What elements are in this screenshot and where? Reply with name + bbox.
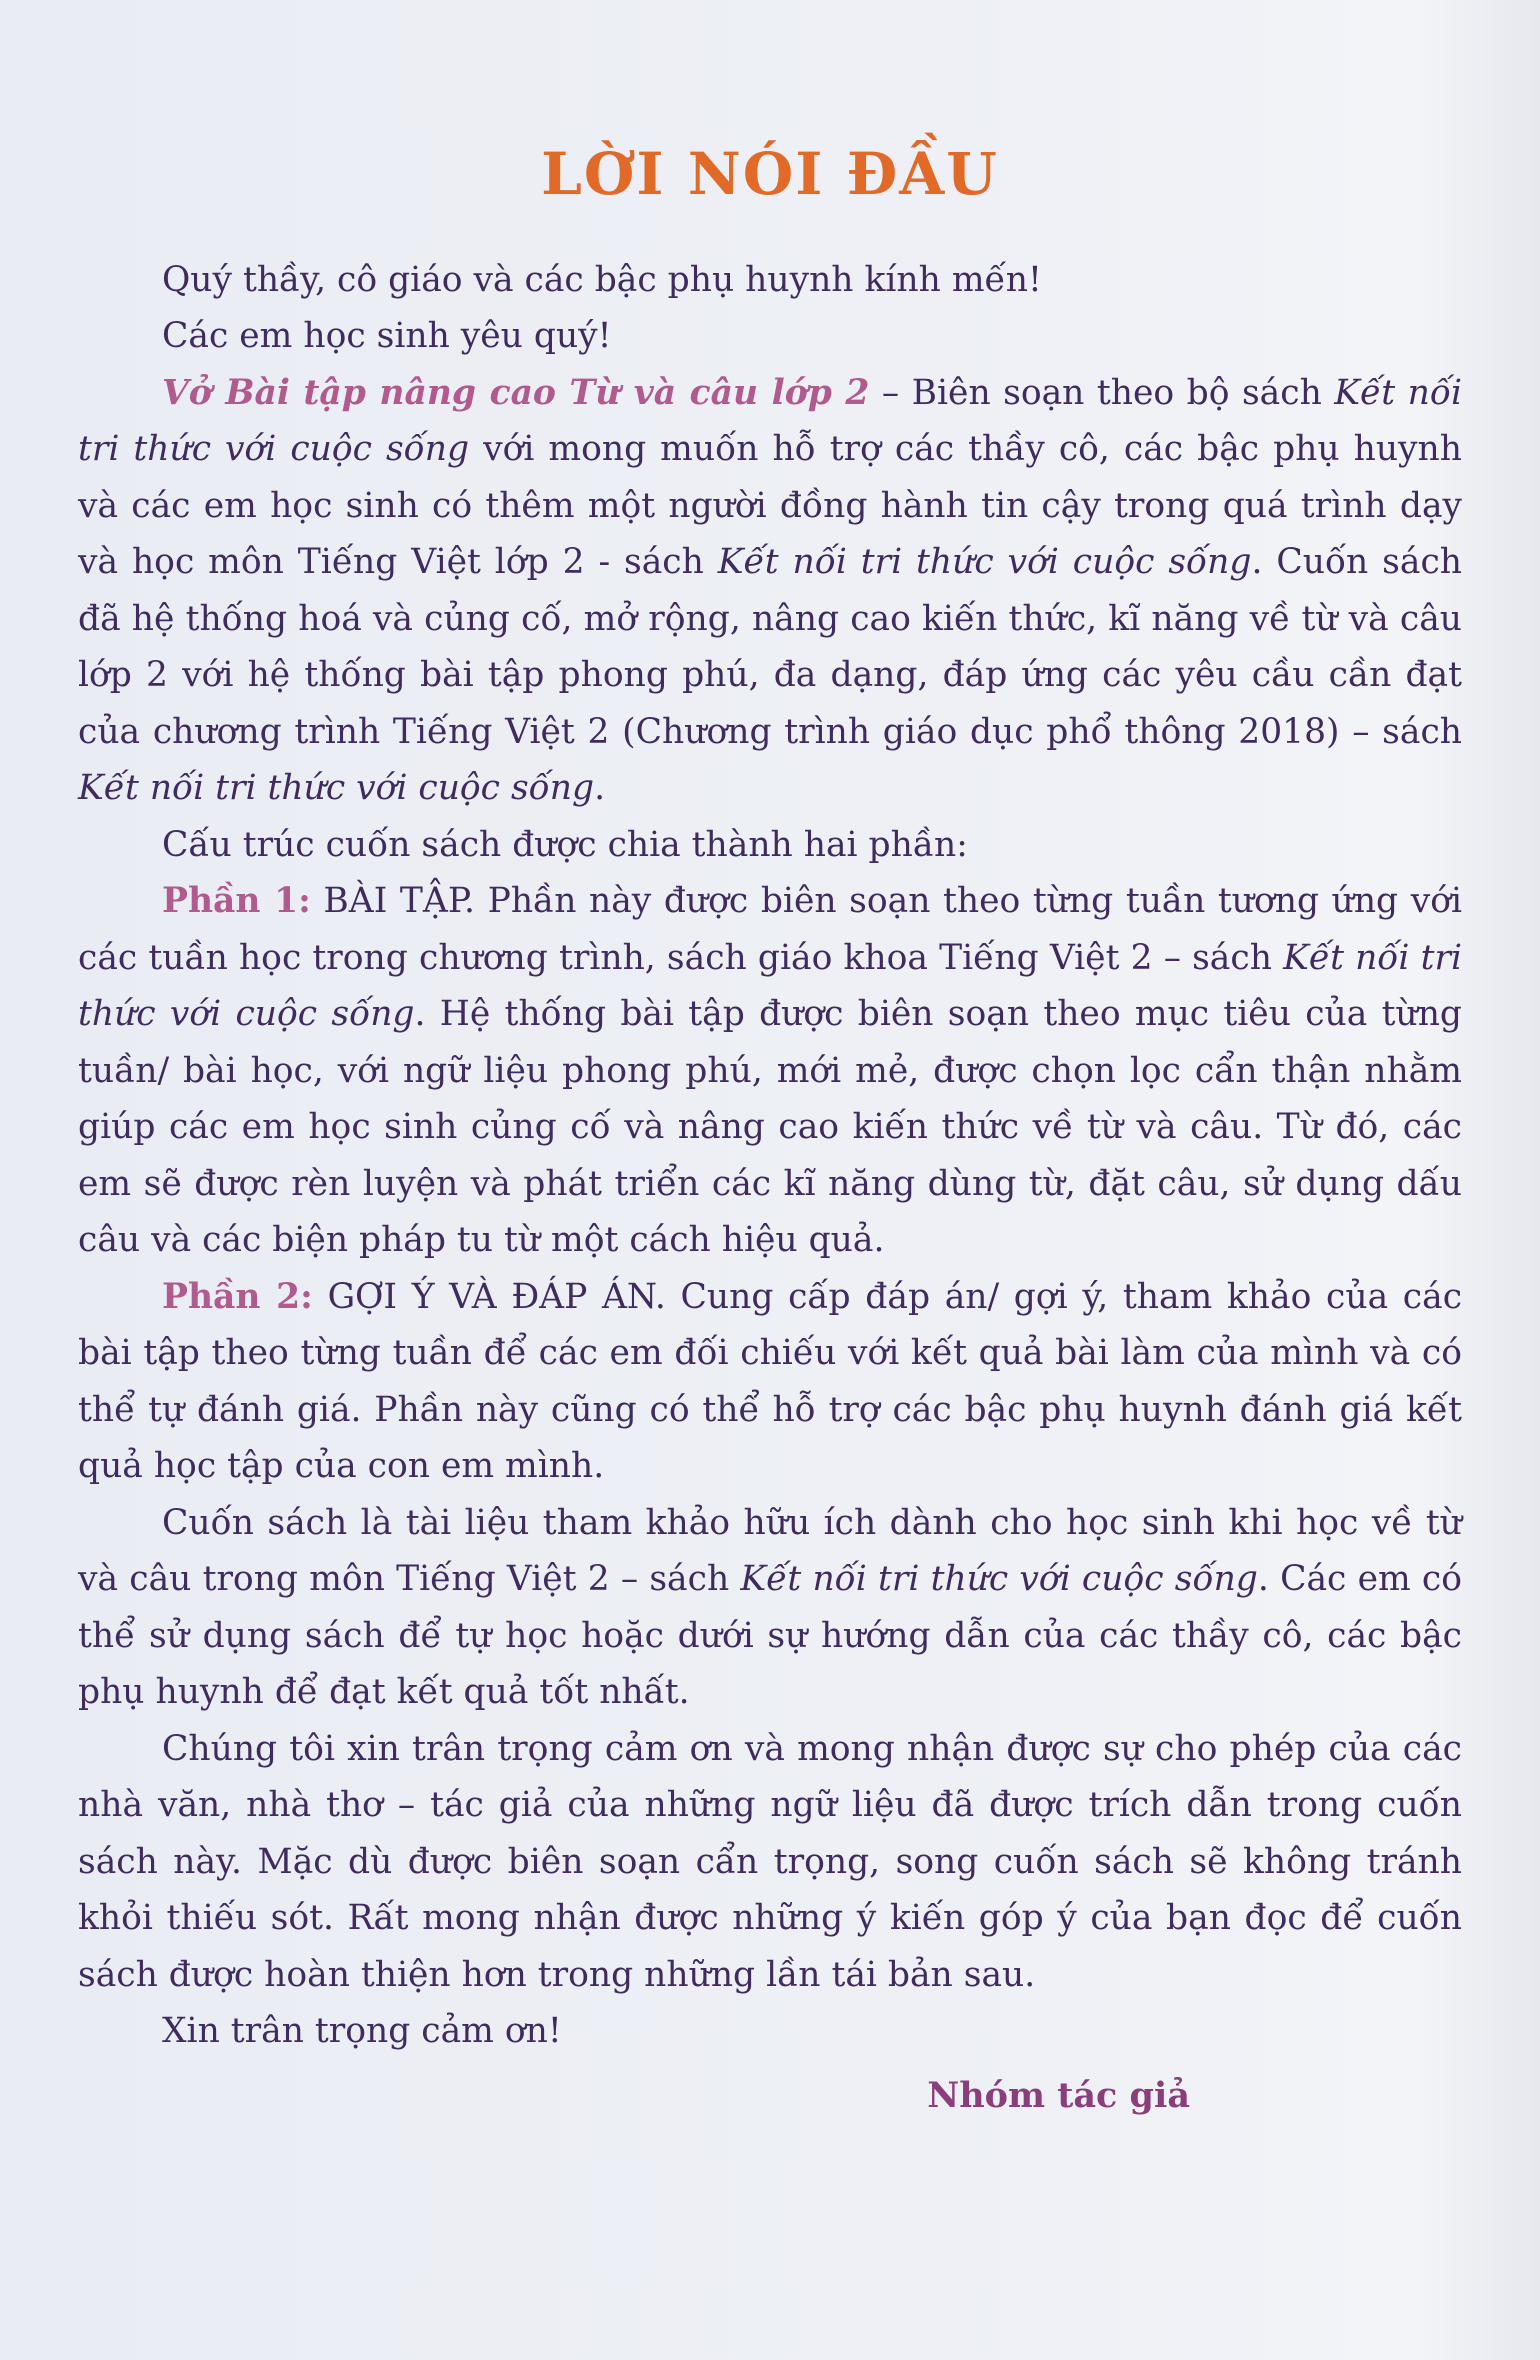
part-1-text-2: . Hệ thống bài tập được biên soạn theo mục tiêu của từng tuần/ bài học, với ngữ liệu phong phú, mới mẻ, được chọn lọc cẩn thận nhằm giúp các em học sinh củng cố và nâng cao kiến thức về từ và câu. Từ đó, các em sẽ được rèn luyện và phát triển các kĩ năng dùng từ, đặt câu, sử dụng dấu câu và các biện pháp tu từ một cách hiệu quả. <box>78 994 1462 1261</box>
structure-intro: Cấu trúc cuốn sách được chia thành hai phần: <box>162 824 968 865</box>
series-name: Kết nối tri thức với cuộc sống <box>740 1559 1258 1600</box>
usage-text-1: Cuốn sách là tài liệu tham khảo hữu ích dành cho học sinh khi học về từ và câu trong môn Tiếng Việt 2 – sách <box>78 1502 1462 1600</box>
usage-text-2: . Các em có thể sử dụng sách để tự học hoặc dưới sự hướng dẫn của các thầy cô, các bậc phụ huynh để đạt kết quả tốt nhất. <box>78 1559 1463 1713</box>
signature: Nhóm tác giả <box>927 2074 1190 2116</box>
part-1-paragraph <box>78 873 1462 1269</box>
intro-text-1: – Biên soạn theo bộ sách <box>869 372 1335 413</box>
intro-text-4: . <box>594 768 606 809</box>
part-2-text-1: Cung cấp đáp án/ gợi ý, tham khảo của các bài tập theo từng tuần để các em đối chiếu với kết quả bài làm của mình và có thể tự đánh giá. Phần này cũng có thể hỗ trợ các bậc phụ huynh đánh giá kết quả học tập của con em mình. <box>78 1276 1463 1487</box>
greeting-teachers: Quý thầy, cô giáo và các bậc phụ huynh kính mến! <box>162 259 1042 300</box>
series-name: Kết nối tri thức với cuộc sống <box>78 768 595 809</box>
part-1-label: Phần 1: <box>162 881 311 922</box>
series-name: Kết nối tri thức với cuộc sống <box>78 937 1462 1035</box>
part-1-heading: BÀI TẬP. <box>310 881 476 922</box>
closing-line: Xin trân trọng cảm ơn! <box>162 2011 562 2052</box>
preface-body <box>78 252 1462 2060</box>
intro-paragraph <box>78 365 1462 817</box>
usage-paragraph <box>78 1495 1462 1721</box>
greeting-students: Các em học sinh yêu quý! <box>162 316 612 357</box>
thanks-paragraph: Chúng tôi xin trân trọng cảm ơn và mong nhận được sự cho phép của các nhà văn, nhà thơ – tác giả của những ngữ liệu đã được trích dẫn trong cuốn sách này. Mặc dù được biên soạn cẩn trọng, song cuốn sách sẽ không tránh khỏi thiếu sót. Rất mong nhận được những ý kiến góp ý của bạn đọc để cuốn sách được hoàn thiện hơn trong những lần tái bản sau. <box>78 1728 1462 1995</box>
page-title: LỜI NÓI ĐẦU <box>541 140 999 208</box>
intro-text-3: . Cuốn sách đã hệ thống hoá và củng cố, mở rộng, nâng cao kiến thức, kĩ năng về từ và câu lớp 2 với hệ thống bài tập phong phú, đa dạng, đáp ứng các yêu cầu cần đạt của chương trình Tiếng Việt 2 (Chương trình giáo dục phổ thông 2018) – sách <box>78 542 1462 752</box>
part-2-heading: GỢI Ý VÀ ĐÁP ÁN. <box>312 1276 666 1317</box>
part-1-text-1: Phần này được biên soạn theo từng tuần tương ứng với các tuần học trong chương trình, sách giáo khoa Tiếng Việt 2 – sách <box>78 881 1463 978</box>
series-name: Kết nối tri thức với cuộc sống <box>78 372 1462 470</box>
part-2-paragraph <box>78 1269 1462 1495</box>
part-2-label: Phần 2: <box>162 1276 313 1317</box>
series-name: Kết nối tri thức với cuộc sống <box>717 542 1252 583</box>
book-title: Bài tập nâng cao Từ và câu lớp 2 <box>225 372 870 413</box>
intro-text-2: với mong muốn hỗ trợ các thầy cô, các bậc phụ huynh và các em học sinh có thêm một người đồng hành tin cậy trong quá trình dạy và học môn Tiếng Việt lớp 2 - sách <box>78 429 1462 583</box>
intro-prefix: Vở <box>162 372 226 413</box>
